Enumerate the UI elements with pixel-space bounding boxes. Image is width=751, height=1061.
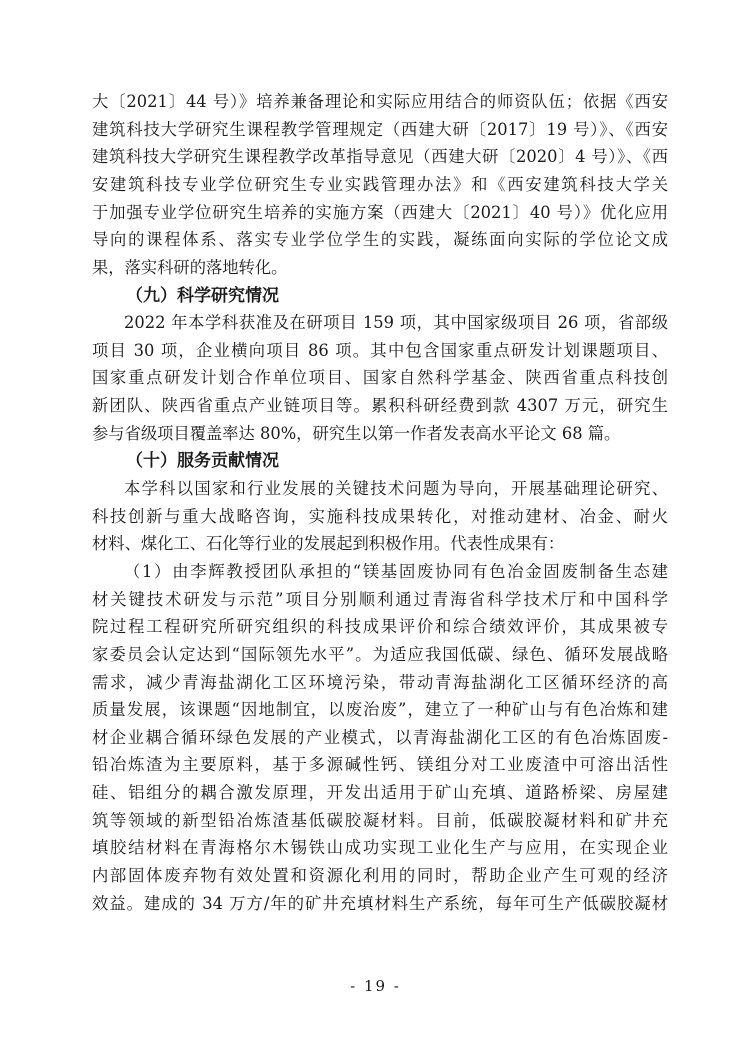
paragraph-line: 2022 年本学科获准及在研项目 159 项，其中国家级项目 26 项，省部级 [124, 313, 668, 333]
paragraph-line: 铅冶炼渣为主要原料，基于多源碱性钙、镁组分对工业废渣中可溶出活性 [92, 755, 668, 775]
paragraph-line: 质量发展，该课题“因地制宜，以废治废”，建立了一种矿山与有色冶炼和建 [92, 700, 668, 720]
paragraph-line: 硅、铝组分的耦合激发原理，开发出适用于矿山充填、道路桥梁、房屋建 [92, 783, 668, 803]
paragraph-line: 材料、煤化工、石化等行业的发展起到积极作用。代表性成果有： [92, 534, 565, 554]
paragraph-line: 院过程工程研究所研究组织的科技成果评价和综合绩效评价，其成果被专 [92, 617, 668, 637]
paragraph-line: （1）由李辉教授团队承担的“镁基固废协同有色冶金固废制备生态建 [124, 561, 668, 581]
paragraph-line: 内部固体废弃物有效处置和资源化利用的同时，帮助企业产生可观的经济 [92, 866, 668, 886]
paragraph-line: 需求，减少青海盐湖化工区环境污染，带动青海盐湖化工区循环经济的高 [92, 672, 668, 692]
paragraph-line: 效益。建成的 34 万方/年的矿井充填材料生产系统，每年可生产低碳胶凝材 [92, 893, 668, 913]
paragraph-line: 参与省级项目覆盖率达 80%，研究生以第一作者发表高水平论文 68 篇。 [92, 423, 621, 443]
paragraph-line: 材关键技术研发与示范”项目分别顺利通过青海省科学技术厅和中国科学 [92, 589, 668, 609]
paragraph-line: 果，落实科研的落地转化。 [92, 257, 288, 277]
paragraph-line: 建筑科技大学研究生课程教学改革指导意见（西建大研〔2020〕4 号）》、《西 [92, 147, 668, 167]
paragraph-line: 本学科以国家和行业发展的关键技术问题为导向，开展基础理论研究、 [124, 479, 668, 499]
paragraph-line: 于加强专业学位研究生培养的实施方案（西建大〔2021〕40 号）》优化应用 [92, 202, 668, 222]
paragraph-line: 筑等领域的新型铅冶炼渣基低碳胶凝材料。目前，低碳胶凝材料和矿井充 [92, 810, 668, 830]
paragraph-line: 家委员会认定达到“国际领先水平”。为适应我国低碳、绿色、循环发展战略 [92, 644, 668, 664]
paragraph-line: 科技创新与重大战略咨询，实施科技成果转化，对推动建材、冶金、耐火 [92, 506, 668, 526]
paragraph-line: 填胶结材料在青海格尔木锡铁山成功实现工业化生产与应用，在实现企业 [92, 838, 668, 858]
paragraph-line: 材企业耦合循环绿色发展的产业模式，以青海盐湖化工区的有色冶炼固废- [92, 727, 668, 747]
paragraph-line: 大〔2021〕44 号）》培养兼备理论和实际应用结合的师资队伍；依据《西安 [92, 92, 668, 111]
paragraph-line: 新团队、陕西省重点产业链项目等。累积科研经费到款 4307 万元，研究生 [92, 396, 668, 416]
paragraph-line: 安建筑科技专业学位研究生专业实践管理办法》和《西安建筑科技大学关 [92, 174, 668, 194]
paragraph-line: 国家重点研发计划合作单位项目、国家自然科学基金、陕西省重点科技创 [92, 368, 668, 388]
section-heading-research: （九）科学研究情况 [126, 285, 279, 306]
paragraph-line: 建筑科技大学研究生课程教学管理规定（西建大研〔2017〕19 号）》、《西安 [92, 119, 668, 139]
paragraph-line: 项目 30 项，企业横向项目 86 项。其中包含国家重点研发计划课题项目、 [92, 340, 668, 360]
section-heading-service: （十）服务贡献情况 [126, 451, 279, 472]
paragraph-line: 导向的课程体系、落实专业学位学生的实践，凝练面向实际的学位论文成 [92, 230, 668, 250]
page-number: - 19 - [350, 977, 401, 995]
